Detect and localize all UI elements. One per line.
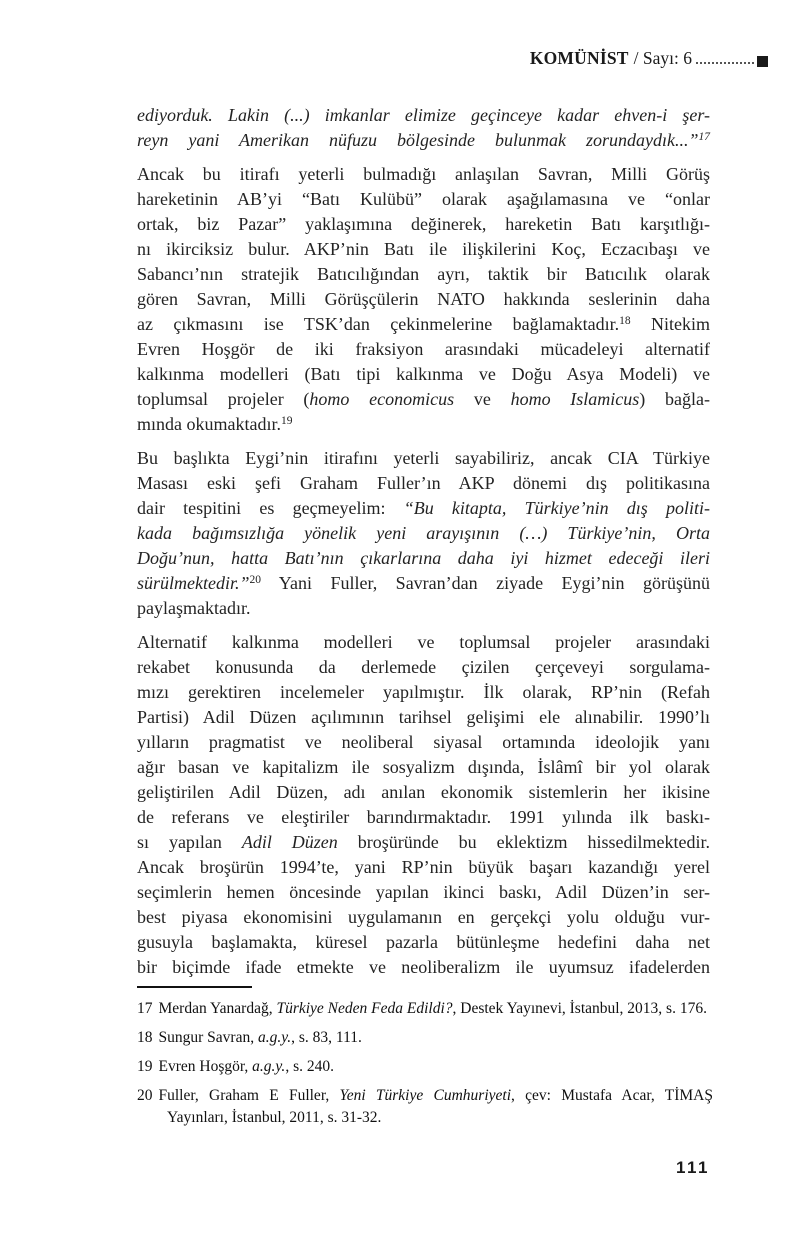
text-segment: Evren Hoşgör de iki fraksiyon arasındaki mücadeleyi alternatif <box>137 339 710 359</box>
text-line <box>137 830 710 855</box>
text-segment: Adil Düzen <box>241 832 338 852</box>
text-segment: ortak, biz Pazar” yaklaşımına değinerek, hareketin Batı karşıtlığı- <box>137 214 710 234</box>
text-line <box>137 187 710 212</box>
text-segment: hareketinin AB’yi “Batı Kulübü” olarak aşağılamasına ve “onlar <box>137 189 710 209</box>
text-segment: ) bağla- <box>639 389 710 409</box>
text-line <box>137 103 710 128</box>
text-line <box>137 471 710 496</box>
text-segment: gusuyla başlamakta, küresel pazarla bütünleşme hedefini daha net <box>137 932 710 952</box>
header-square-marker <box>757 56 768 67</box>
footnote-item <box>137 1056 713 1078</box>
text-line <box>137 630 710 655</box>
dotted-leader <box>696 60 754 64</box>
text-segment: , s. 83, 111. <box>291 1029 362 1046</box>
footnote-number: 17 <box>137 1000 153 1017</box>
paragraph <box>137 630 710 980</box>
text-segment: , Destek Yayınevi, İstanbul, 2013, s. 176. <box>452 1000 707 1017</box>
text-segment: kada bağımsızlığa yönelik yeni arayışının (…) Türkiye’nin, Orta <box>137 523 710 543</box>
text-segment: a.g.y. <box>252 1058 286 1075</box>
footnote-reference: 18 <box>619 314 631 327</box>
text-line <box>137 412 710 437</box>
text-line <box>137 237 710 262</box>
text-line <box>137 880 710 905</box>
issue-label: / Sayı: 6 <box>633 48 692 68</box>
text-line <box>137 212 710 237</box>
text-line <box>137 128 710 153</box>
text-segment: Doğu’nun, hatta Batı’nın çıkarlarına daha iyi hizmet edeceği ileri <box>137 548 710 568</box>
journal-title: KOMÜNİST <box>529 48 629 68</box>
text-segment: ağır basan ve kapitalizm ile sosyalizm dışında, İslâmî bir yol olarak <box>137 757 710 777</box>
footnote-reference: 17 <box>698 130 710 143</box>
footnote-item <box>137 1027 713 1049</box>
text-segment: ediyorduk. Lakin (...) imkanlar elimize geçinceye kadar ehven-i şer- <box>137 105 710 125</box>
footnote-item <box>137 1085 713 1129</box>
text-segment: Sabancı’nın stratejik Batıcılığından ayrı, taktik bir Batıcılık olarak <box>137 264 710 284</box>
text-segment: gören Savran, Milli Görüşçülerin NATO hakkında seslerinin daha <box>137 289 710 309</box>
footnote-reference: 19 <box>280 414 293 427</box>
footnote-list <box>137 998 713 1129</box>
text-segment: Alternatif kalkınma modelleri ve toplumsal projeler arasındaki <box>137 632 710 652</box>
text-segment: , s. 240. <box>285 1058 334 1075</box>
text-segment: Ancak bu itirafı yeterli bulmadığı anlaşılan Savran, Milli Görüş <box>137 164 710 184</box>
text-line <box>137 730 710 755</box>
footnote-separator <box>137 986 252 988</box>
text-segment: Merdan Yanardağ, <box>158 1000 277 1017</box>
text-line <box>137 387 710 412</box>
text-segment: Evren Hoşgör, <box>158 1058 253 1075</box>
text-segment: , çev: Mustafa Acar, TİMAŞ Yayınları, İstanbul, 2011, s. 31-32. <box>167 1087 713 1126</box>
text-line <box>137 596 710 621</box>
text-segment: Bu başlıkta Eygi’nin itirafını yeterli sayabiliriz, ancak CIA Türkiye <box>137 448 710 468</box>
text-segment: Yeni Türkiye Cumhuriyeti <box>339 1087 511 1104</box>
text-line <box>137 162 710 187</box>
footnote-number: 18 <box>137 1029 153 1046</box>
text-segment: reyn yani Amerikan nüfuzu bölgesinde bulunmak zorundaydık...” <box>137 130 699 150</box>
text-segment: az çıkmasını ise TSK’dan çekinmelerine bağlamaktadır. <box>137 314 620 334</box>
text-line <box>137 287 710 312</box>
footnote-item <box>137 998 713 1020</box>
text-segment: rekabet konusunda da derlemede çizilen çerçeveyi sorgulama- <box>137 657 710 677</box>
text-segment: Masası eski şefi Graham Fuller’ın AKP dönemi dış politikasına <box>137 473 710 493</box>
text-line <box>137 521 710 546</box>
text-line <box>137 805 710 830</box>
footnote-number: 20 <box>137 1087 153 1104</box>
text-segment: Ancak broşürün 1994’te, yani RP’nin büyük başarı kazandığı yerel <box>137 857 710 877</box>
paragraph <box>137 446 710 621</box>
paragraph <box>137 162 710 437</box>
text-segment: sürülmektedir.” <box>137 573 250 593</box>
page-header <box>530 48 768 69</box>
text-segment: de referans ve eleştiriler barındırmaktadır. 1991 yılında ilk baskı- <box>137 807 710 827</box>
text-line <box>137 680 710 705</box>
text-line <box>137 855 710 880</box>
text-line <box>137 755 710 780</box>
footnote-number: 19 <box>137 1058 153 1075</box>
text-segment: Partisi) Adil Düzen açılımının tarihsel gelişimi ele alınabilir. 1990’lı <box>137 707 710 727</box>
text-line <box>137 546 710 571</box>
text-line <box>137 262 710 287</box>
text-line <box>137 312 710 337</box>
text-line <box>137 705 710 730</box>
page-number: 111 <box>676 1158 710 1177</box>
text-segment: kalkınma modelleri (Batı tipi kalkınma ve Doğu Asya Modeli) ve <box>137 364 710 384</box>
text-segment: best piyasa ekonomisini uygulamanın en gerçekçi yolu olduğu vur- <box>137 907 710 927</box>
text-segment: Türkiye Neden Feda Edildi? <box>276 1000 453 1017</box>
text-segment: sı yapılan <box>137 832 242 852</box>
text-line <box>137 655 710 680</box>
text-line <box>137 955 710 980</box>
text-segment: toplumsal projeler ( <box>137 389 310 409</box>
text-segment: geliştirilen Adil Düzen, adı anılan ekonomik sistemlerin her ikisine <box>137 782 710 802</box>
text-segment: mında okumaktadır. <box>137 414 281 434</box>
text-segment: a.g.y. <box>257 1029 292 1046</box>
text-segment: mızı gerektiren incelemeler yapılmıştır. İlk olarak, RP’nin (Refah <box>137 682 710 702</box>
text-line <box>137 362 710 387</box>
text-segment: Nitekim <box>630 314 710 334</box>
text-segment: “Bu kitapta, Türkiye’nin dış politi- <box>403 498 710 518</box>
text-segment: Fuller, Graham E Fuller, <box>158 1087 340 1104</box>
text-segment: Yani Fuller, Savran’dan ziyade Eygi’nin görüşünü <box>261 573 710 593</box>
text-segment: nı ikirciksiz bulur. AKP’nin Batı ile ilişkilerini Koç, Eczacıbaşı ve <box>137 239 710 259</box>
text-line <box>137 930 710 955</box>
text-segment: homo economicus <box>309 389 455 409</box>
text-line <box>137 571 710 596</box>
text-segment: paylaşmaktadır. <box>137 598 251 618</box>
text-line <box>137 780 710 805</box>
footnote-reference: 20 <box>249 573 261 586</box>
text-line <box>137 446 710 471</box>
text-segment: dair tespitini es geçmeyelim: <box>137 498 404 518</box>
paragraph <box>137 103 710 153</box>
text-segment: ve <box>454 389 511 409</box>
text-segment: yılların pragmatist ve neoliberal siyasal ortamında ideolojik yanı <box>137 732 710 752</box>
text-line <box>137 496 710 521</box>
text-segment: homo Islamicus <box>510 389 640 409</box>
text-segment: seçimlerin hemen öncesinde yapılan ikinci baskı, Adil Düzen’in ser- <box>137 882 710 902</box>
footnote-block <box>137 986 713 1136</box>
body-text <box>137 103 710 989</box>
text-segment: bir biçimde ifade etmekte ve neoliberalizm ile uyumsuz ifadelerden <box>137 957 710 977</box>
text-line <box>137 905 710 930</box>
text-segment: broşüründe bu eklektizm hissedilmektedir. <box>337 832 710 852</box>
text-segment: Sungur Savran, <box>158 1029 258 1046</box>
text-line <box>137 337 710 362</box>
